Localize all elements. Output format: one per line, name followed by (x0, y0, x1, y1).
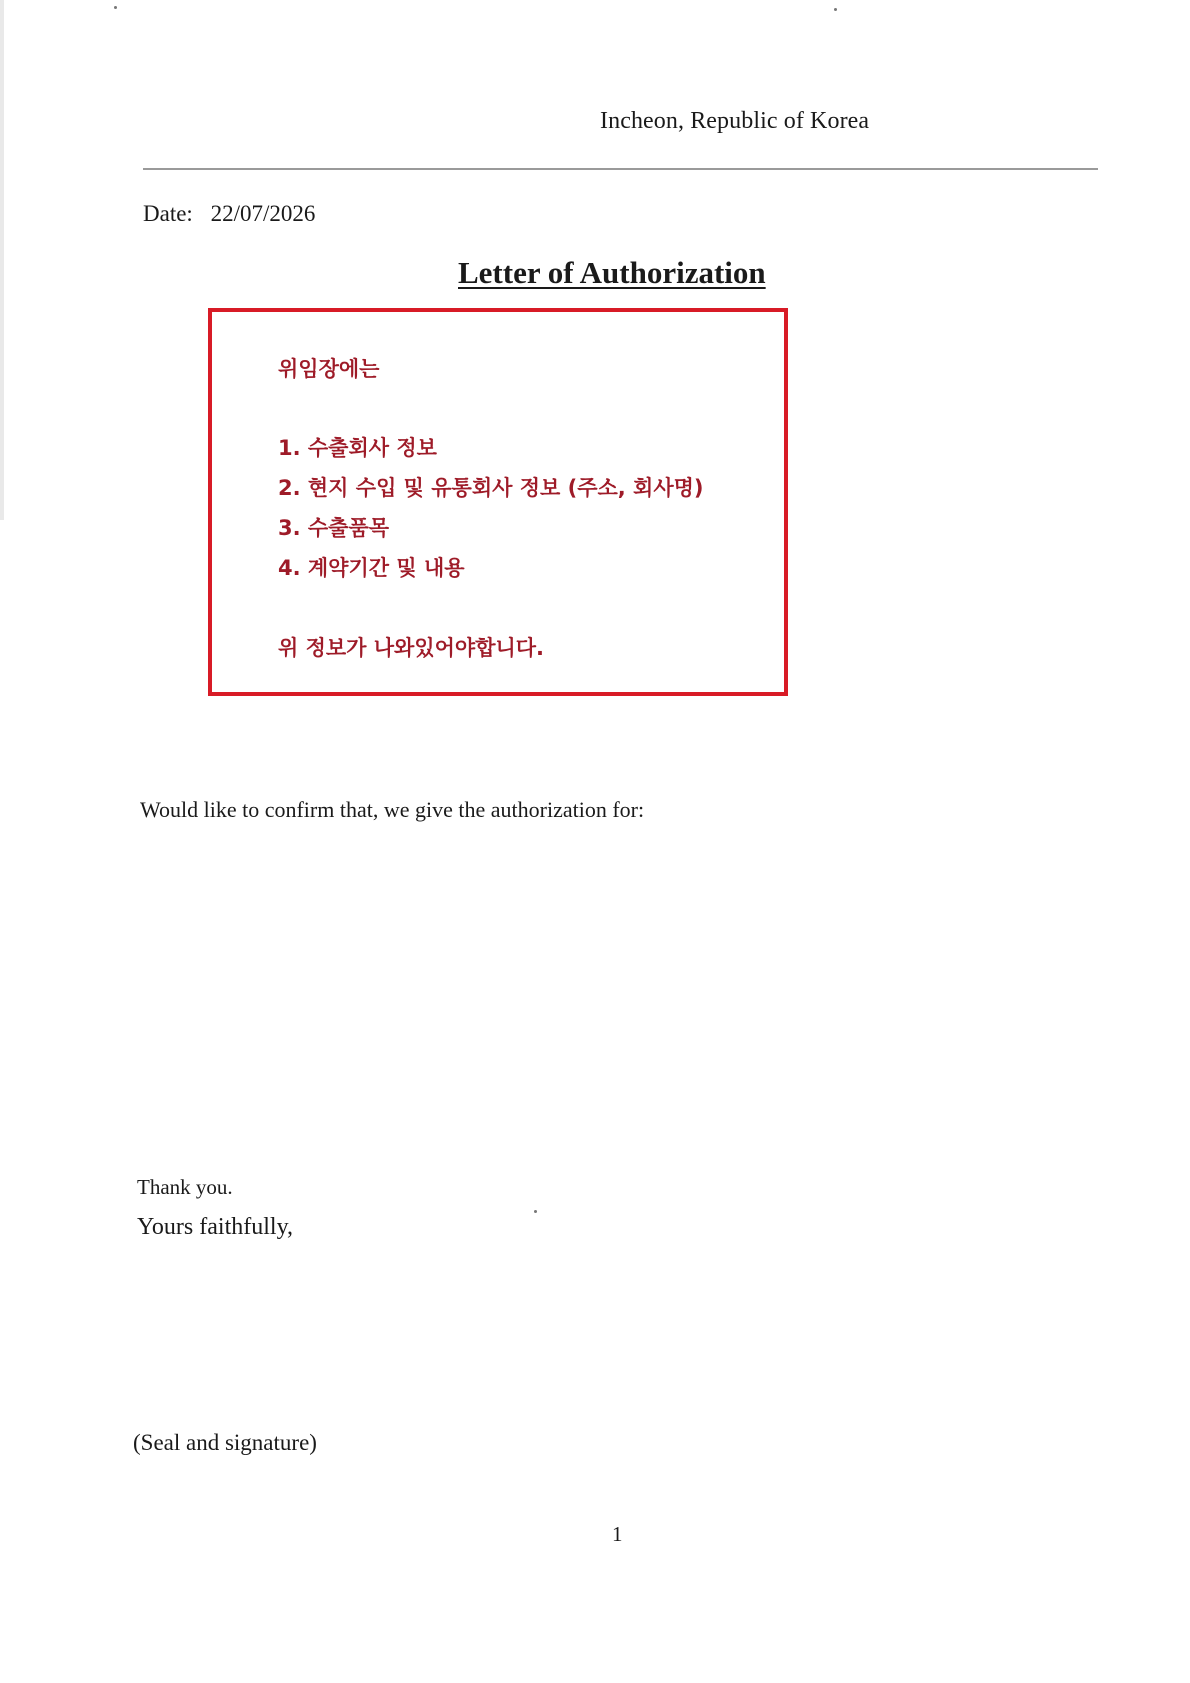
scan-speck (114, 6, 117, 9)
annotation-item-1: 1. 수출회사 정보 (278, 436, 437, 460)
date-value: 22/07/2026 (210, 201, 316, 226)
date-line (143, 201, 315, 227)
document-title: Letter of Authorization (458, 255, 766, 290)
date-label: Date: (143, 201, 193, 226)
annotation-closing: 위 정보가 나와있어야합니다. (278, 636, 545, 660)
sender-location: Incheon, Republic of Korea (600, 108, 870, 134)
annotation-intro: 위임장에는 (278, 357, 380, 381)
sign-off-line: Yours faithfully, (137, 1214, 294, 1240)
annotation-item-2: 2. 현지 수입 및 유통회사 정보 (주소, 회사명) (278, 476, 704, 500)
scan-speck (534, 1210, 537, 1213)
page-number: 1 (612, 1522, 623, 1546)
authorization-statement: Would like to confirm that, we give the authorization for: (140, 797, 645, 822)
thanks-line: Thank you. (137, 1175, 233, 1199)
annotation-item-4: 4. 계약기간 및 내용 (278, 556, 465, 580)
annotation-item-3: 3. 수출품목 (278, 516, 390, 540)
scan-edge-shadow (0, 0, 4, 520)
seal-and-signature-label: (Seal and signature) (133, 1430, 317, 1455)
scan-speck (834, 8, 837, 11)
header-divider (143, 168, 1098, 170)
